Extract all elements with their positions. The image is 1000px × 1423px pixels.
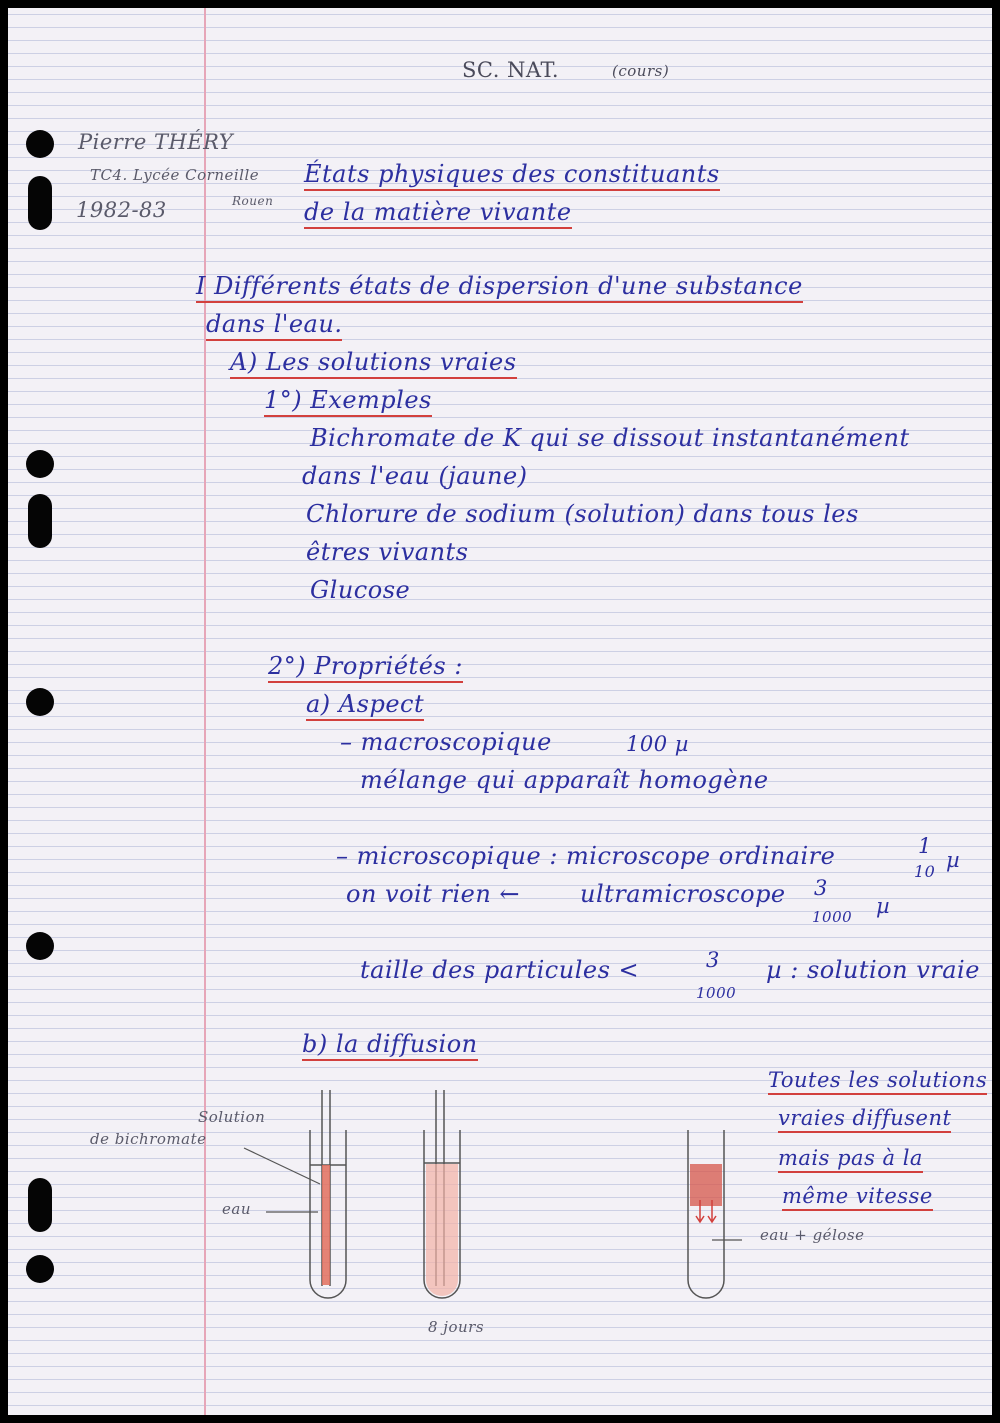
fraction-numerator: 1 <box>918 834 932 858</box>
ultramicroscope-label: ultramicroscope <box>580 880 786 908</box>
fraction-numerator: 3 <box>706 948 720 972</box>
figure-label-bichromate: de bichromate <box>90 1130 207 1148</box>
conclusion-line: vraies diffusent <box>778 1106 951 1133</box>
size-label: taille des particules < <box>360 956 640 984</box>
arrow-solution <box>244 1148 320 1184</box>
micro-line2: on voit rien ← <box>346 880 521 908</box>
example-line: dans l'eau (jaune) <box>302 462 528 490</box>
example-line: Bichromate de K qui se dissout instantanément <box>310 424 910 452</box>
micro-label: – microscopique : microscope ordinaire <box>336 842 836 870</box>
bichromate-column <box>322 1165 330 1285</box>
macro-label: – macroscopique <box>340 728 552 756</box>
page-title-line1: États physiques des constituants <box>304 160 720 191</box>
macro-description: mélange qui apparaît homogène <box>360 766 769 794</box>
subsection-heading: A) Les solutions vraies <box>230 348 517 379</box>
fraction-denominator: 1000 <box>812 908 853 926</box>
fraction-denominator: 10 <box>914 862 936 881</box>
course-kind: (cours) <box>612 62 670 80</box>
fraction-denominator: 1000 <box>696 984 737 1002</box>
school-year: 1982-83 <box>76 198 167 222</box>
figure-label-gel: eau + gélose <box>760 1226 865 1244</box>
properties-heading: 2°) Propriétés : <box>268 652 463 683</box>
diffusion-heading: b) la diffusion <box>302 1030 478 1061</box>
example-line: Chlorure de sodium (solution) dans tous les <box>306 500 859 528</box>
conclusion-line: Toutes les solutions <box>768 1068 987 1095</box>
test-tube-3 <box>688 1130 724 1298</box>
page-title-line2: de la matière vivante <box>304 198 572 229</box>
example-line: êtres vivants <box>306 538 469 566</box>
figure-label-solution: Solution <box>198 1108 266 1126</box>
examples-heading: 1°) Exemples <box>264 386 432 417</box>
section-heading-line2: dans l'eau. <box>206 310 342 341</box>
author-class-school: TC4. Lycée Corneille <box>90 166 260 184</box>
size-result: µ : solution vraie <box>766 956 980 984</box>
example-line: Glucose <box>310 576 411 604</box>
macro-value: 100 µ <box>626 732 689 756</box>
subject-header: SC. NAT. <box>462 58 560 82</box>
diffused-solution <box>426 1164 458 1296</box>
unit: µ <box>946 848 961 872</box>
figure-label-days: 8 jours <box>428 1318 485 1336</box>
aspect-heading: a) Aspect <box>306 690 424 721</box>
fraction-numerator: 3 <box>814 876 828 900</box>
figure-label-water: eau <box>222 1200 251 1218</box>
conclusion-line: même vitesse <box>782 1184 933 1211</box>
conclusion-line: mais pas à la <box>778 1146 923 1173</box>
dye-layer <box>690 1164 722 1206</box>
author-city: Rouen <box>232 194 274 208</box>
section-heading-line1: I Différents états de dispersion d'une substance <box>196 272 803 303</box>
author-name: Pierre THÉRY <box>78 130 234 154</box>
unit: µ <box>876 894 891 918</box>
